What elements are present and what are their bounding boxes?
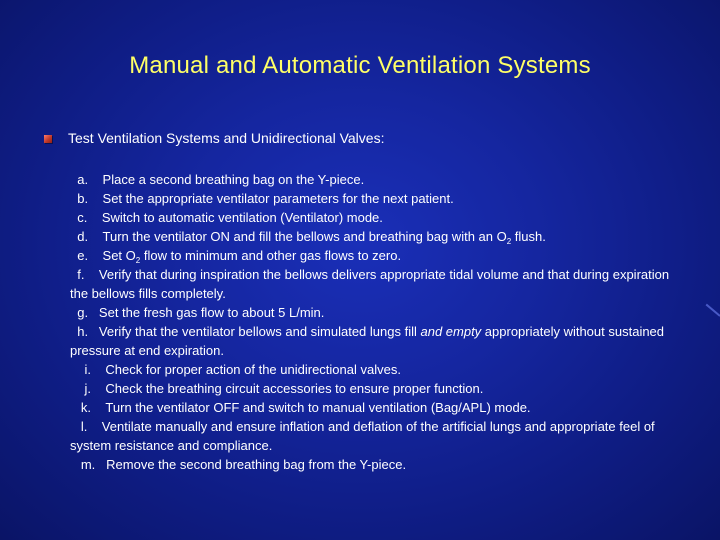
step-c <box>70 208 670 227</box>
step-text: Verify that the ventilator bellows and simulated lungs fill <box>98 324 421 339</box>
step-text: Check for proper action of the unidirectional valves. <box>105 362 401 377</box>
step-emphasis: and empty <box>420 324 482 339</box>
step-text: Set O <box>102 248 136 263</box>
step-g <box>70 303 670 322</box>
step-text: Ventilate manually and ensure inflation and deflation of the artificial lungs and appropriate feel of system resistance and compliance. <box>70 419 655 453</box>
step-letter: a. <box>77 172 89 187</box>
step-text: Turn the ventilator OFF and switch to manual ventilation (Bag/APL) mode. <box>105 400 531 415</box>
step-letter: l. <box>80 419 88 434</box>
step-letter: h. <box>77 324 89 339</box>
step-b <box>70 189 670 208</box>
step-m <box>70 455 670 474</box>
step-text: flow to minimum and other gas flows to zero. <box>140 248 402 263</box>
slide-title: Manual and Automatic Ventilation Systems <box>129 52 591 79</box>
step-text: flush. <box>511 229 546 244</box>
step-text: Set the appropriate ventilator parameters for the next patient. <box>102 191 454 206</box>
step-text: Check the breathing circuit accessories to ensure proper function. <box>105 381 484 396</box>
step-h <box>70 322 670 360</box>
step-letter: b. <box>77 191 89 206</box>
step-letter: j. <box>84 381 91 396</box>
step-text: Remove the second breathing bag from the Y-piece. <box>106 457 407 472</box>
step-text: Verify that during inspiration the bellows delivers appropriate tidal volume and that during expiration the bellows fills completely. <box>70 267 670 301</box>
step-letter: c. <box>77 210 88 225</box>
step-letter: g. <box>77 305 89 320</box>
step-text: appropriately without sustained pressure at end expiration. <box>70 324 665 358</box>
step-letter: i. <box>84 362 91 377</box>
step-j <box>70 379 670 398</box>
step-text: Set the fresh gas flow to about 5 L/min. <box>98 305 325 320</box>
step-letter: d. <box>77 229 89 244</box>
step-d <box>70 227 670 246</box>
step-letter: m. <box>80 457 96 472</box>
o2-subscript: 2 <box>506 237 512 246</box>
step-text: Turn the ventilator ON and fill the bellows and breathing bag with an O <box>102 229 507 244</box>
section-heading: Test Ventilation Systems and Unidirectional Valves: <box>68 130 385 146</box>
decorative-line <box>706 304 720 317</box>
step-letter: e. <box>77 248 89 263</box>
step-e <box>70 246 670 265</box>
step-text: Place a second breathing bag on the Y-piece. <box>102 172 365 187</box>
step-a <box>70 170 670 189</box>
step-text: Switch to automatic ventilation (Ventilator) mode. <box>101 210 383 225</box>
step-l <box>70 417 670 455</box>
o2-subscript: 2 <box>135 256 141 265</box>
bullet-square-icon <box>44 135 52 143</box>
step-k <box>70 398 670 417</box>
step-list <box>70 170 670 474</box>
step-f <box>70 265 670 303</box>
step-i <box>70 360 670 379</box>
step-letter: k. <box>80 400 91 415</box>
step-letter: f. <box>77 267 85 282</box>
